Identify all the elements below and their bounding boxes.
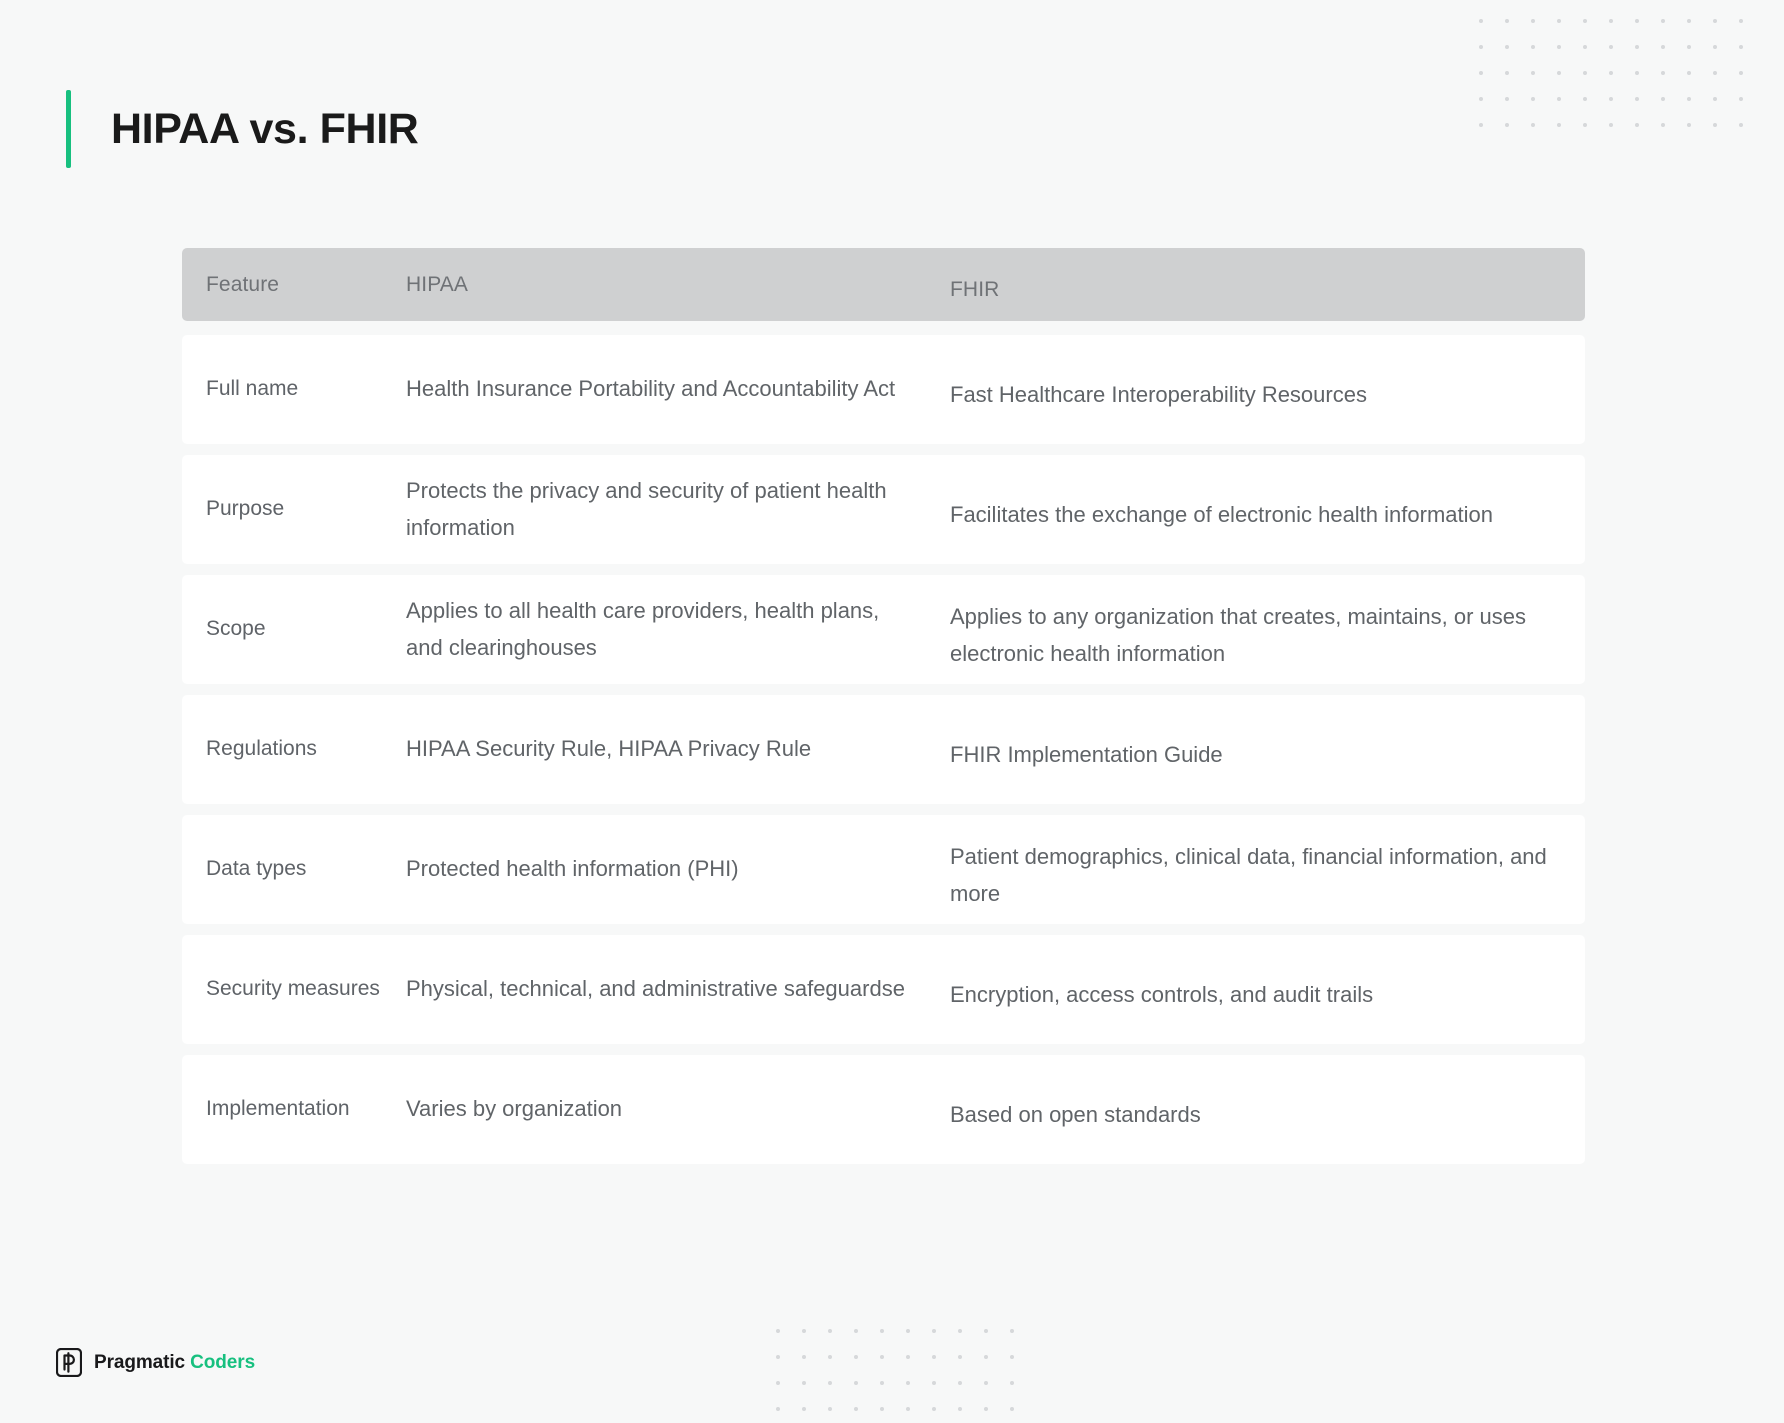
dot-grid-decoration-top-right <box>1468 8 1754 138</box>
dot <box>1635 19 1639 23</box>
dot <box>854 1355 858 1359</box>
row-fhir-cell <box>950 955 1585 1024</box>
row-feature-cell <box>182 955 406 1023</box>
row-feature-cell <box>182 595 406 663</box>
dot <box>906 1381 910 1385</box>
row-fhir-cell <box>950 715 1585 784</box>
row-hipaa-value: Health Insurance Portability and Accountability Act <box>406 376 896 402</box>
dot <box>880 1329 884 1333</box>
dot <box>1557 97 1561 101</box>
dot <box>1557 71 1561 75</box>
row-feature-cell <box>182 475 406 543</box>
row-hipaa-value: Protected health information (PHI) <box>406 856 739 882</box>
dot <box>1531 123 1535 127</box>
row-fhir-cell <box>950 355 1585 424</box>
dot-grid-decoration-bottom-center <box>765 1318 1025 1422</box>
row-fhir-value: Facilitates the exchange of electronic health information <box>950 502 1493 528</box>
dot <box>880 1381 884 1385</box>
dot <box>1713 45 1717 49</box>
table-row <box>182 335 1585 444</box>
dot <box>1609 19 1613 23</box>
dot <box>1557 123 1561 127</box>
dot <box>828 1355 832 1359</box>
dot <box>1739 123 1743 127</box>
table-header-cell-feature <box>182 273 406 297</box>
row-fhir-cell <box>950 1075 1585 1144</box>
dot <box>880 1355 884 1359</box>
dot <box>1479 97 1483 101</box>
dot <box>776 1407 780 1411</box>
dot <box>1635 123 1639 127</box>
dot <box>1479 71 1483 75</box>
dot <box>854 1407 858 1411</box>
row-feature-label: Full name <box>206 377 299 401</box>
dot <box>984 1355 988 1359</box>
dot <box>1583 71 1587 75</box>
dot <box>880 1407 884 1411</box>
table-row <box>182 575 1585 684</box>
row-feature-cell <box>182 835 406 903</box>
table-row <box>182 935 1585 1044</box>
dot <box>1010 1355 1014 1359</box>
dot <box>828 1329 832 1333</box>
row-hipaa-cell <box>406 715 950 784</box>
dot <box>1661 19 1665 23</box>
dot <box>958 1329 962 1333</box>
row-hipaa-cell <box>406 457 950 563</box>
row-hipaa-value: Physical, technical, and administrative safeguardse <box>406 976 905 1002</box>
brand-logo <box>56 1348 255 1377</box>
dot <box>1635 71 1639 75</box>
dot <box>1635 97 1639 101</box>
row-fhir-value: Patient demographics, clinical data, financial information, and more <box>950 843 1547 906</box>
brand-logo-word-accent: Coders <box>190 1351 256 1373</box>
row-hipaa-cell <box>406 577 950 683</box>
dot <box>1505 45 1509 49</box>
row-fhir-cell <box>950 475 1585 544</box>
dot <box>802 1381 806 1385</box>
dot <box>854 1381 858 1385</box>
dot <box>1661 45 1665 49</box>
dot <box>776 1329 780 1333</box>
dot <box>1713 71 1717 75</box>
row-fhir-cell <box>950 817 1585 923</box>
dot <box>1531 97 1535 101</box>
row-hipaa-value: Varies by organization <box>406 1096 623 1122</box>
table-row <box>182 815 1585 924</box>
dot <box>1505 97 1509 101</box>
row-feature-cell <box>182 1075 406 1143</box>
dot <box>1557 45 1561 49</box>
dot <box>1531 19 1535 23</box>
brand-logo-word-primary: Pragmatic <box>94 1351 185 1373</box>
row-feature-cell <box>182 715 406 783</box>
dot <box>1505 71 1509 75</box>
dot <box>984 1381 988 1385</box>
dot <box>1609 71 1613 75</box>
dot <box>1739 45 1743 49</box>
dot <box>932 1381 936 1385</box>
row-fhir-value: Applies to any organization that creates, maintains, or uses electronic health information <box>950 603 1526 666</box>
dot <box>1531 71 1535 75</box>
dot <box>1583 45 1587 49</box>
dot <box>1010 1407 1014 1411</box>
dot <box>1713 97 1717 101</box>
dot <box>984 1407 988 1411</box>
row-feature-label: Data types <box>206 857 307 881</box>
dot <box>1661 97 1665 101</box>
dot <box>828 1381 832 1385</box>
dot <box>932 1329 936 1333</box>
dot <box>776 1381 780 1385</box>
pragmatic-coders-p-mark-icon <box>56 1348 82 1377</box>
dot <box>1713 19 1717 23</box>
row-hipaa-value: Applies to all health care providers, health plans, and clearinghouses <box>406 597 880 660</box>
dot <box>984 1329 988 1333</box>
table-header-row <box>182 248 1585 321</box>
column-header-fhir: FHIR <box>950 277 1000 301</box>
dot <box>802 1355 806 1359</box>
dot <box>932 1407 936 1411</box>
column-header-hipaa: HIPAA <box>406 272 468 296</box>
table-row <box>182 695 1585 804</box>
row-hipaa-cell <box>406 1075 950 1144</box>
dot <box>906 1355 910 1359</box>
row-fhir-value: Based on open standards <box>950 1102 1201 1128</box>
row-feature-label: Regulations <box>206 737 317 761</box>
dot <box>776 1355 780 1359</box>
dot <box>1687 123 1691 127</box>
dot <box>1635 45 1639 49</box>
dot <box>906 1329 910 1333</box>
dot <box>1531 45 1535 49</box>
table-header-cell-hipaa <box>406 273 950 297</box>
dot <box>854 1329 858 1333</box>
dot <box>1505 123 1509 127</box>
column-header-feature: Feature <box>206 272 280 296</box>
row-fhir-value: Fast Healthcare Interoperability Resources <box>950 382 1367 408</box>
dot <box>1479 45 1483 49</box>
dot <box>1010 1381 1014 1385</box>
table-header-cell-fhir <box>950 273 1585 301</box>
dot <box>958 1355 962 1359</box>
row-fhir-cell <box>950 577 1585 683</box>
row-feature-label: Security measures <box>206 977 380 1001</box>
dot <box>1609 123 1613 127</box>
dot <box>1505 19 1509 23</box>
row-feature-label: Scope <box>206 617 266 641</box>
dot <box>1739 71 1743 75</box>
row-hipaa-cell <box>406 955 950 1024</box>
dot <box>828 1407 832 1411</box>
dot <box>1687 45 1691 49</box>
dot <box>1583 97 1587 101</box>
row-hipaa-cell <box>406 835 950 904</box>
dot <box>1010 1329 1014 1333</box>
row-feature-label: Implementation <box>206 1097 350 1121</box>
brand-logo-text <box>94 1352 255 1374</box>
dot <box>1713 123 1717 127</box>
dot <box>1557 19 1561 23</box>
row-fhir-value: Encryption, access controls, and audit trails <box>950 982 1374 1008</box>
page-title-text: HIPAA vs. FHIR <box>111 105 419 153</box>
row-hipaa-cell <box>406 355 950 424</box>
page-title <box>66 90 418 168</box>
dot <box>1583 19 1587 23</box>
dot <box>1609 97 1613 101</box>
dot <box>1687 19 1691 23</box>
row-hipaa-value: Protects the privacy and security of patient health information <box>406 477 887 540</box>
comparison-table <box>182 248 1585 1175</box>
dot <box>1479 123 1483 127</box>
dot <box>1661 71 1665 75</box>
title-accent-bar <box>66 90 71 168</box>
dot <box>802 1407 806 1411</box>
dot <box>1687 97 1691 101</box>
table-row <box>182 1055 1585 1164</box>
dot <box>1739 97 1743 101</box>
dot <box>1661 123 1665 127</box>
dot <box>1739 19 1743 23</box>
dot <box>958 1381 962 1385</box>
dot <box>932 1355 936 1359</box>
row-fhir-value: FHIR Implementation Guide <box>950 742 1223 768</box>
dot <box>1687 71 1691 75</box>
dot <box>802 1329 806 1333</box>
row-hipaa-value: HIPAA Security Rule, HIPAA Privacy Rule <box>406 736 812 762</box>
dot <box>1583 123 1587 127</box>
table-row <box>182 455 1585 564</box>
row-feature-cell <box>182 355 406 423</box>
dot <box>906 1407 910 1411</box>
dot <box>958 1407 962 1411</box>
dot <box>1479 19 1483 23</box>
row-feature-label: Purpose <box>206 497 285 521</box>
dot <box>1609 45 1613 49</box>
